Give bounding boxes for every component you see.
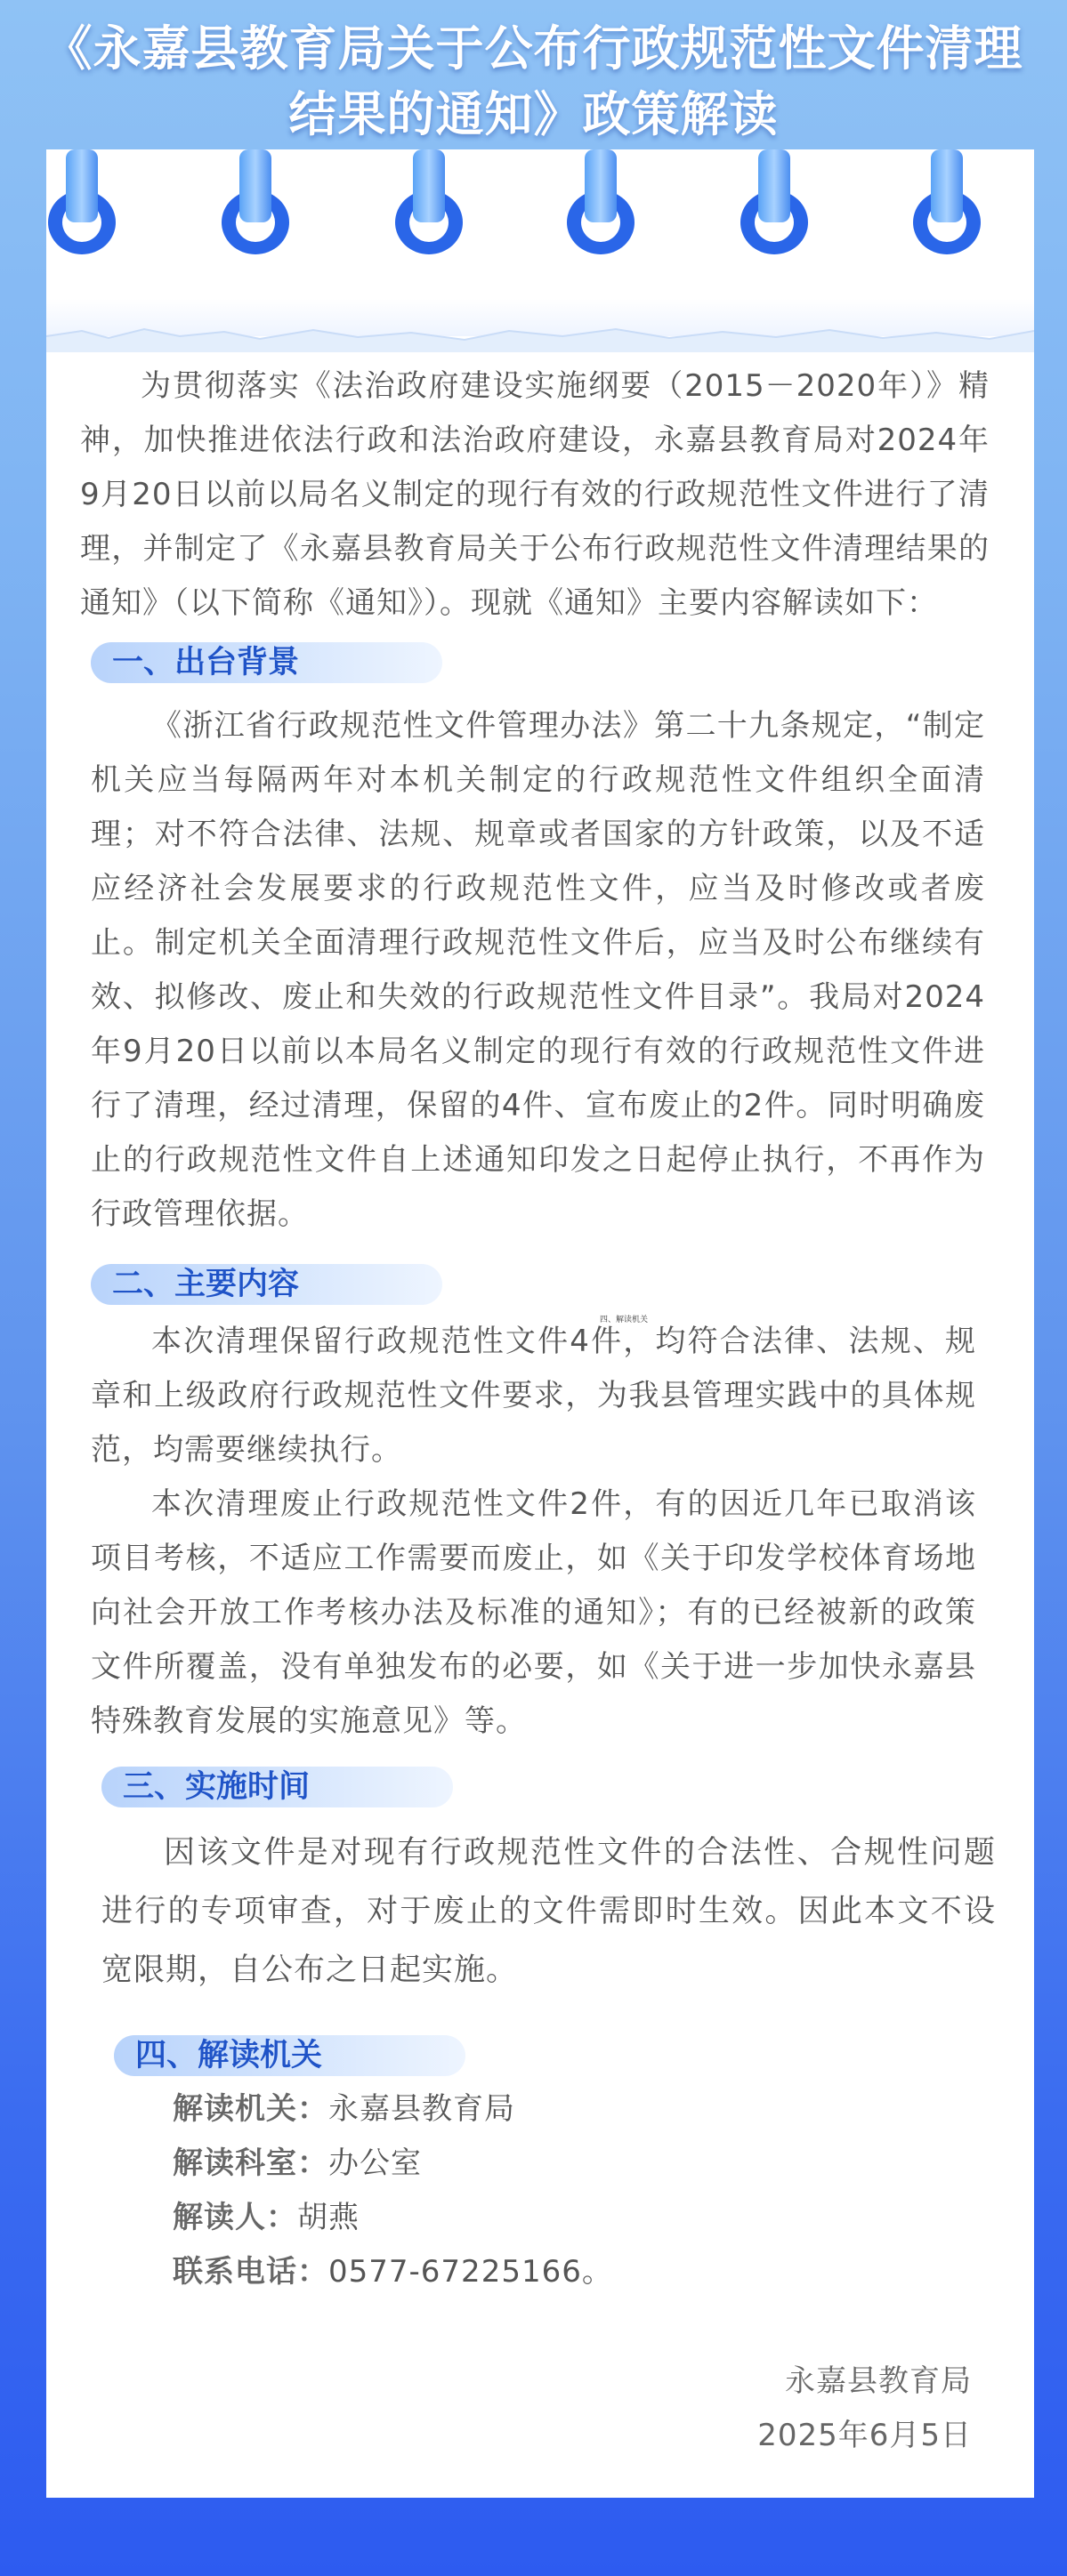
paper-card bbox=[46, 149, 1034, 2498]
paper-header bbox=[46, 149, 1034, 336]
section-heading-background bbox=[114, 2035, 465, 2076]
binder-ring-icon bbox=[911, 149, 982, 261]
background-paragraph: 《浙江省行政规范性文件管理办法》第二十九条规定，“制定机关应当每隔两年对本机关制定的行政规范性文件组织全面清理；对不符合法律、法规、规章或者国家的方针政策，以及不适应经济社会发展要求的行政规范性文件，应当及时修改或者废止。制定机关全面清理行政规范性文件后，应当及时公布继续有效、拟修改、废止和失效的行政规范性文件目录”。我局对2024年9月20日以前以本局名义制定的现行有效的行政规范性文件进行了清理，经过清理，保留的4件、宣布废止的2件。同时明确废止的行政规范性文件自上述通知印发之日起停止执行，不再作为行政管理依据。 bbox=[91, 708, 985, 1232]
signature-date: 2025年6月5日 bbox=[757, 2418, 972, 2453]
section-heading-1: 一、出台背景 bbox=[112, 645, 300, 680]
contact-person bbox=[173, 2191, 360, 2245]
intro-paragraph: 为贯彻落实《法治政府建设实施纲要（2015－2020年）》精神，加快推进依法行政和法治政府建设，永嘉县教育局对2024年9月20日以前以局名义制定的现行有效的行政规范性文件进行了清理，并制定了《永嘉县教育局关于公布行政规范性文件清理结果的通知》（以下简称《通知》）。现就《通知》主要内容解读如下： bbox=[80, 368, 990, 621]
binder-ring-icon bbox=[565, 149, 636, 261]
contact-office-value: 办公室 bbox=[328, 2145, 422, 2181]
contact-office bbox=[173, 2137, 422, 2191]
section-heading-background bbox=[101, 1767, 453, 1807]
binder-ring-icon bbox=[46, 149, 117, 261]
section-heading-background bbox=[91, 1264, 442, 1305]
contact-phone-label: 联系电话： bbox=[173, 2254, 328, 2290]
page-title: 《永嘉县教育局关于公布行政规范性文件清理结果的通知》政策解读 bbox=[44, 20, 1023, 142]
torn-edge-decoration bbox=[46, 318, 1034, 352]
binder-ring-icon bbox=[393, 149, 465, 261]
main-content-paragraph-1: 本次清理保留行政规范性文件4件，均符合法律、法规、规章和上级政府行政规范性文件要求，为我县管理实践中的具体规范，均需要继续执行。 bbox=[91, 1324, 976, 1468]
binder-ring-icon bbox=[220, 149, 291, 261]
section-heading-background bbox=[91, 642, 442, 683]
contact-agency-value: 永嘉县教育局 bbox=[328, 2091, 515, 2127]
signature-org: 永嘉县教育局 bbox=[785, 2363, 972, 2399]
contact-phone-value: 0577-67225166。 bbox=[328, 2254, 613, 2290]
section-heading-4: 四、解读机关 bbox=[135, 2038, 323, 2073]
contact-person-value: 胡燕 bbox=[297, 2200, 360, 2235]
main-content-paragraph-2: 本次清理废止行政规范性文件2件，有的因近几年已取消该项目考核，不适应工作需要而废止，如《关于印发学校体育场地向社会开放工作考核办法及标准的通知》；有的已经被新的政策文件所覆盖，没有单独发布的必要，如《关于进一步加快永嘉县特殊教育发展的实施意见》等。 bbox=[91, 1486, 976, 1739]
section-heading-2: 二、主要内容 bbox=[112, 1267, 300, 1302]
tiny-label: 四、解读机关 bbox=[600, 1316, 649, 1324]
binder-ring-icon bbox=[739, 149, 810, 261]
contact-office-label: 解读科室： bbox=[173, 2145, 328, 2181]
contact-person-label: 解读人： bbox=[173, 2200, 297, 2235]
contact-agency bbox=[173, 2082, 515, 2137]
contact-phone bbox=[173, 2245, 613, 2299]
section-heading-3: 三、实施时间 bbox=[123, 1769, 311, 1805]
implementation-paragraph: 因该文件是对现有行政规范性文件的合法性、合规性问题进行的专项审查，对于废止的文件需即时生效。因此本文不设宽限期，自公布之日起实施。 bbox=[101, 1835, 996, 1988]
contact-agency-label: 解读机关： bbox=[173, 2091, 328, 2127]
